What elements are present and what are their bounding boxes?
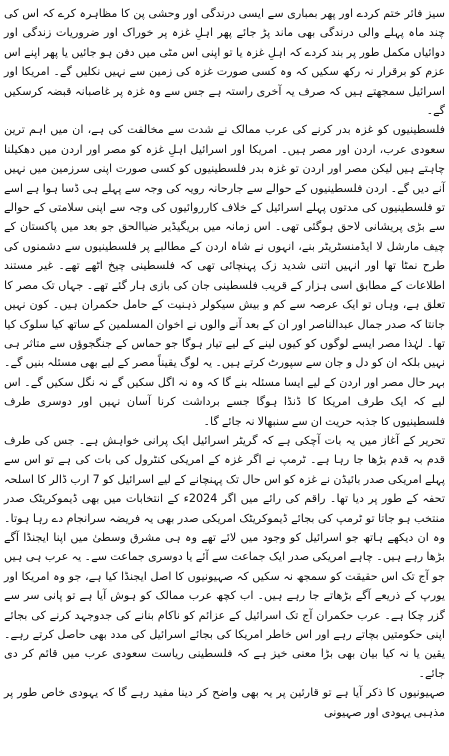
article-paragraph-3: تحریر کے آغاز میں یہ بات آچکی ہے کہ گریٹر اسرائیل ایک پرانی خواہش ہے۔ جس کی طرف قدم بہ قدم بڑھا جا رہا ہے۔ ٹرمپ نے اگر غزہ کے امریکی کنٹرول کی بات کی ہے تو اس سے پہلے امریکی صدر بائیڈن نے غزہ کو اس حال تک پہنچانے کے لیے اسرائیل کو 7 ارب ڈالر کا اسلحہ تحفہ کے طور پر دیا تھا۔ راقم کی رائے میں اگر 2024ء کے انتخابات میں بھی ڈیموکریٹک صدر منتخب ہو جاتا تو ٹرمپ کی بجائے ڈیموکریٹک امریکی صدر بھی یہ فریضہ سرانجام دے رہا ہوتا۔ وہ ان دیکھے ہاتھ جو اسرائیل کو وجود میں لائے تھے وہ ہی مشرق وسطیٰ میں اپنا ایجنڈا آگے بڑھا رہے ہیں۔ چاہے امریکی صدر ایک جماعت سے آئے یا دوسری جماعت سے۔ یہ عرب ہی ہیں جو آج تک اس حقیقت کو سمجھ نہ سکیں کہ صہیونیوں کا اصل ایجنڈا کیا ہے، جو وہ امریکا اور یورپ کے ذریعے آگے بڑھاتے جا رہے ہیں۔ اب کچھ عرب ممالک کو ہوش آیا ہے تو پانی سر سے گزر چکا ہے۔ عرب حکمران آج تک اسرائیل کے عزائم کو ناکام بنانے کی جدوجہد کرنے کی بجائے اپنی حکومتیں بچاتے رہے اور اس خاطر امریکا کی بجائے اسرائیل کی مدد بھی حاصل کرتے رہے۔ یقین یا نہ کیا بیان بھی بڑا معنی خیز ہے کہ فلسطینی ریاست سعودی عرب میں قائم کر دی جائے۔ — [4, 433, 445, 680]
article-paragraph-4: صہیونیوں کا ذکر آیا ہے تو قارئین پر یہ بھی واضح کر دینا مفید رہے گا کہ یہودی خاص طور پر مذہبی یہودی اور صہیونی — [4, 686, 445, 719]
article-paragraph-1: سیز فائر ختم کردے اور پھر بمباری سے ایسی درندگی اور وحشی پن کا مظاہرہ کرے کہ اس کی چند ماہ پہلے والی درندگی بھی ماند پڑ جائے پھر اہلِ غزہ پر خوراک اور ضروریات زندگی اور دوائیاں مکمل طور پر بند کردے کہ اہلِ غزہ یا تو اپنی اس مٹی میں دفن ہو جائیں یا پھر اپنے اس عزم کو برقرار نہ رکھ سکیں کہ وہ کسی صورت غزہ کی زمین سے نہیں نکلیں گے۔ امریکا اور اسرائیل سمجھتے ہیں کہ صرف یہ آخری راستہ ہے جس سے وہ غزہ پر غاصبانہ قبضہ کرسکیں گے۔ — [4, 7, 445, 118]
article-paragraph-2: فلسطینیوں کو غزہ بدر کرنے کی عرب ممالک نے شدت سے مخالفت کی ہے، ان میں اہم ترین سعودی عرب، اردن اور مصر ہیں۔ امریکا اور اسرائیل اہلِ غزہ کو مصر اور اردن میں دھکیلنا چاہتے ہیں لیکن مصر اور اردن تو غزہ بدر فلسطینیوں کو کسی صورت اپنی سرزمین میں نہیں آنے دیں گے۔ اردن فلسطینیوں کے حوالے سے جارحانہ رویہ کی وجہ سے پہلے ہی ڈسا ہوا ہے اسے تو فلسطینیوں کی مدتوں پہلے اسرائیل کے خلاف کارروائیوں کی وجہ سے اپنی سلامتی کے حوالے سے بڑی پریشانی لاحق ہوگئی تھی۔ اس زمانہ میں بریگیڈیر ضیاالحق جو بعد میں پاکستان کے چیف مارشل لا ایڈمنسٹریٹر بنے، انہوں نے شاہ اردن کے مطالبے پر فلسطینیوں سے دشمنوں کی طرح نمٹا تھا اور انہیں اتنی شدید زک پہنچائی تھی کہ فلسطینی چیخ اٹھے تھے۔ غیر مستند اطلاعات کے مطابق اسی ہزار کے قریب فلسطینی جان کی بازی ہار گئے تھے۔ جہاں تک مصر کا تعلق ہے، وہاں تو ایک عرصہ سے کم و بیش سیکولر ذہنیت کے حامل حکمران ہیں۔ کون نہیں جانتا کہ صدر جمال عبدالناصر اور ان کے بعد آنے والوں نے اخوان المسلمین کے ساتھ کیا سلوک کیا تھا۔ لہٰذا مصر ایسے لوگوں کو کیوں لینے کے لیے تیار ہوگا جو حماس کے جنگجوؤں سے متاثر ہی نہیں بلکہ ان کو دل و جان سے سپورٹ کرتے ہیں۔ یہ لوگ یقیناً مصر کے لیے بھی مسئلہ بنیں گے۔ بہر حال مصر اور اردن کے لیے ایسا مسئلہ بنے گا کہ وہ نہ اگل سکیں گے نہ نگل سکیں گے۔ اس لیے کہ ایک طرف امریکا کا ڈنڈا ہوگا جسے برداشت کرنا آسان نہیں اور دوسری طرف فلسطینیوں کا جذبہ حریت ان سے سنبھالا نہ جائے گا۔ — [4, 123, 445, 428]
